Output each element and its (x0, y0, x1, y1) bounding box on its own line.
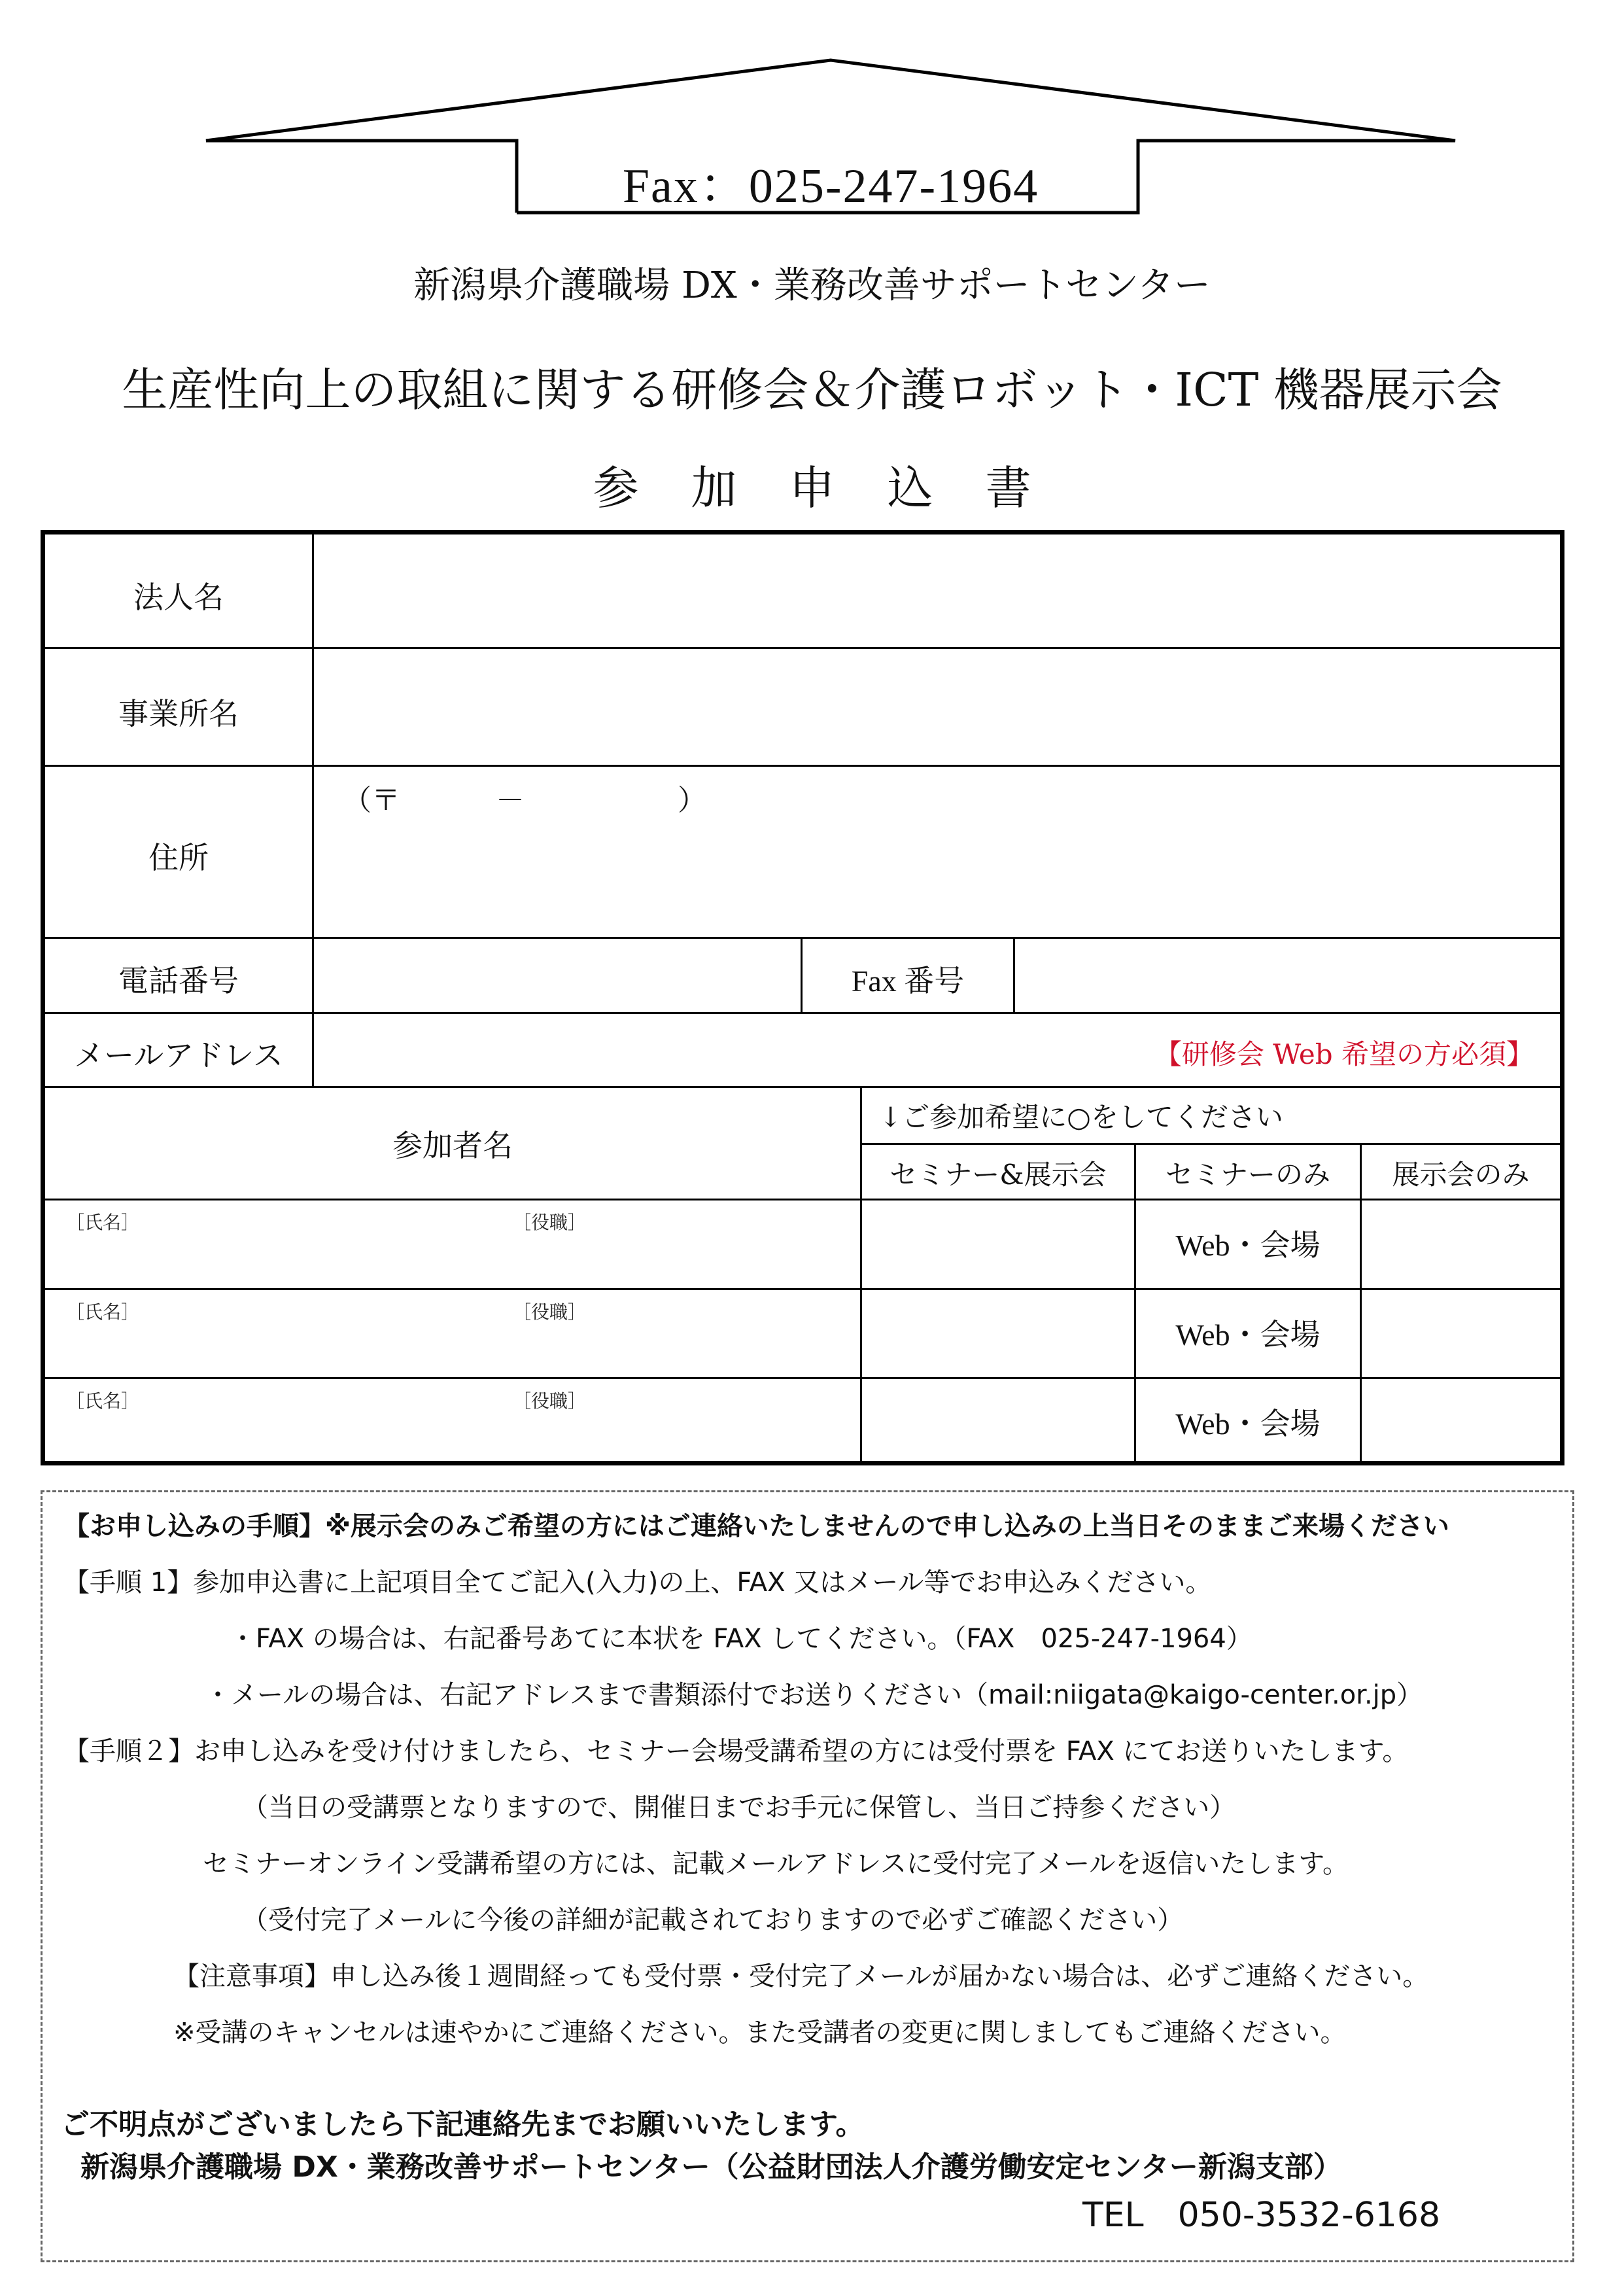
corp-name-field[interactable] (315, 534, 1560, 646)
procedure-step1-fax: ・FAX の場合は、右記番号あてに本状を FAX してください。（FAX 025-247-1964） (230, 1624, 1253, 1654)
procedure-caution: 【注意事項】申し込み後１週間経っても受付票・受付完了メールが届かない場合は、必ずご連絡ください。 (173, 1961, 1429, 1991)
seminar-only-option[interactable]: Web・会場 (1175, 1318, 1321, 1352)
contact-intro: ご不明点がございましたら下記連絡先までお願いいたします。 (61, 2108, 865, 2141)
participant-position-label: ［役職］ (513, 1301, 587, 1323)
participant-position-label: ［役職］ (513, 1212, 587, 1233)
participation-hint: ↓ご参加希望に○をしてください (879, 1101, 1283, 1133)
event-title: 生産性向上の取組に関する研修会＆介護ロボット・ICT 機器展示会 (122, 363, 1502, 417)
participant-name-field[interactable] (48, 1413, 857, 1459)
seminar-exhibit-cell[interactable] (863, 1291, 1133, 1376)
col-exhibit-only: 展示会のみ (1392, 1159, 1530, 1191)
participants-label: 参加者名 (392, 1128, 513, 1163)
office-name-label: 事業所名 (118, 696, 239, 731)
procedure-step2-online-note: （受付完了メールに今後の詳細が記載されておりますので必ずご確認ください） (242, 1905, 1184, 1935)
seminar-exhibit-cell[interactable] (863, 1380, 1133, 1460)
postal-code-placeholder: （〒 － ） (343, 784, 706, 817)
procedure-step1: 【手順 1】参加申込書に上記項目全てご記入(入力)の上、FAX 又はメール等でお申込みください。 (63, 1568, 1212, 1598)
participant-name-field[interactable] (48, 1235, 857, 1286)
seminar-only-option[interactable]: Web・会場 (1175, 1229, 1321, 1262)
email-required-note: 【研修会 Web 希望の方必須】 (1154, 1038, 1534, 1070)
contact-organization: 新潟県介護職場 DX・業務改善サポートセンター（公益財団法人介護労働安定センター新潟支部） (80, 2150, 1342, 2184)
office-name-field[interactable] (315, 650, 1560, 763)
fax-number: Fax：025-247-1964 (622, 160, 1039, 213)
seminar-exhibit-cell[interactable] (863, 1201, 1133, 1286)
participant-name-label: ［氏名］ (66, 1301, 140, 1323)
fax-field[interactable] (1016, 939, 1560, 1010)
application-form-table (41, 530, 1564, 1465)
procedure-step1-mail: ・メールの場合は、右記アドレスまで書類添付でお送りください（mail:niigata@kaigo-center.or.jp） (205, 1680, 1423, 1710)
procedure-step2-online: セミナーオンライン受講希望の方には、記載メールアドレスに受付完了メールを返信いたします。 (203, 1849, 1349, 1879)
procedure-cancel-note: ※受講のキャンセルは速やかにご連絡ください。また受講者の変更に関しましてもご連絡ください。 (173, 2018, 1347, 2048)
participant-name-label: ［氏名］ (66, 1390, 140, 1412)
fax-label: Fax 番号 (851, 964, 965, 998)
email-field[interactable] (315, 1015, 1165, 1084)
procedure-box (41, 1490, 1574, 2262)
procedure-heading: 【お申し込みの手順】※展示会のみご希望の方にはご連絡いたしませんので申し込みの上当日そのままご来場ください (63, 1511, 1449, 1541)
seminar-only-option[interactable]: Web・会場 (1175, 1407, 1321, 1441)
participant-position-label: ［役職］ (513, 1390, 587, 1412)
procedure-step2: 【手順２】お申し込みを受け付けましたら、セミナー会場受講希望の方には受付票を FAX にてお送りいたします。 (63, 1736, 1409, 1766)
contact-tel: TEL 050-3532-6168 (1082, 2196, 1441, 2235)
participant-name-label: ［氏名］ (66, 1212, 140, 1233)
procedure-step2-note: （当日の受講票となりますので、開催日までお手元に保管し、当日ご持参ください） (242, 1793, 1236, 1823)
col-seminar-exhibit: セミナー&展示会 (890, 1159, 1107, 1191)
form-title: 参加申込書 (593, 461, 1084, 515)
participant-name-field[interactable] (48, 1324, 857, 1375)
exhibit-only-cell[interactable] (1362, 1380, 1559, 1460)
email-label: メールアドレス (74, 1038, 283, 1073)
exhibit-only-cell[interactable] (1362, 1291, 1559, 1376)
phone-field[interactable] (315, 939, 799, 1010)
phone-label: 電話番号 (118, 963, 239, 998)
organization-name: 新潟県介護職場 DX・業務改善サポートセンター (413, 264, 1211, 307)
address-field[interactable] (315, 767, 1560, 935)
exhibit-only-cell[interactable] (1362, 1201, 1559, 1286)
address-label: 住所 (148, 840, 209, 875)
corp-name-label: 法人名 (133, 580, 224, 615)
col-seminar-only: セミナーのみ (1165, 1159, 1330, 1191)
